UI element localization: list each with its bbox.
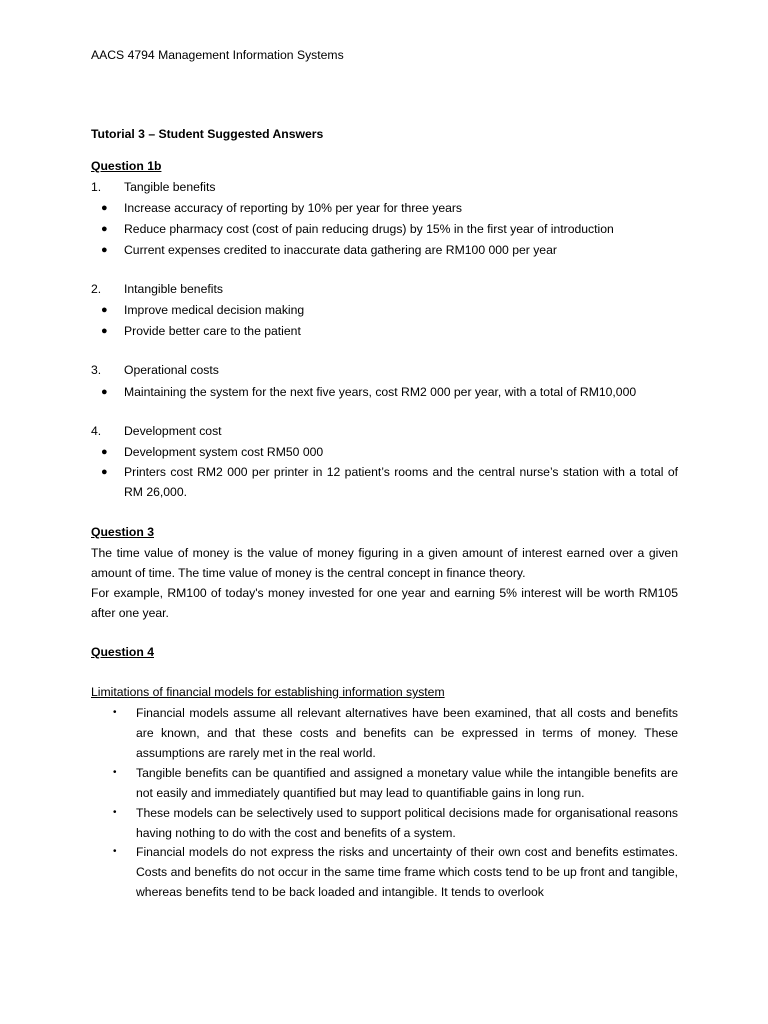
list-item: Development system cost RM50 000 xyxy=(124,445,324,459)
list-item: Printers cost RM2 000 per printer in 12 patient’s rooms and the central nurse’s station with a total of RM 26,000. xyxy=(124,465,678,499)
section-label: Intangible benefits xyxy=(124,282,223,296)
bullet-icon: • xyxy=(113,767,117,778)
bullet-icon: ● xyxy=(101,202,108,214)
section-number: 3. xyxy=(91,363,102,377)
bullet-icon: • xyxy=(113,846,117,857)
q1b-heading: Question 1b xyxy=(91,159,162,173)
q3-paragraph: For example, RM100 of today's money invested for one year and earning 5% interest will be worth RM105 after one year. xyxy=(91,586,678,620)
bullet-icon: • xyxy=(113,807,117,818)
bullet-icon: ● xyxy=(101,244,108,256)
q3-heading: Question 3 xyxy=(91,525,154,539)
section-label: Operational costs xyxy=(124,363,219,377)
list-item: Reduce pharmacy cost (cost of pain reducing drugs) by 15% in the first year of introduction xyxy=(124,222,614,236)
document-header: AACS 4794 Management Information Systems xyxy=(91,48,344,62)
list-item: These models can be selectively used to support political decisions made for organisational reasons having nothing to do with the cost and benefits of a system. xyxy=(136,806,678,840)
section-number: 2. xyxy=(91,282,102,296)
list-item: Maintaining the system for the next five years, cost RM2 000 per year, with a total of RM10,000 xyxy=(124,385,637,399)
q3-paragraph: The time value of money is the value of money figuring in a given amount of interest earned over a given amount of time. The time value of money is the central concept in finance theory. xyxy=(91,546,678,580)
q4-heading: Question 4 xyxy=(91,645,154,659)
bullet-icon: ● xyxy=(101,386,108,398)
bullet-icon: • xyxy=(113,707,117,718)
section-number: 1. xyxy=(91,180,102,194)
list-item: Increase accuracy of reporting by 10% per year for three years xyxy=(124,201,463,215)
document-title: Tutorial 3 – Student Suggested Answers xyxy=(91,127,324,141)
bullet-icon: ● xyxy=(101,223,108,235)
bullet-icon: ● xyxy=(101,466,108,478)
list-item: Provide better care to the patient xyxy=(124,324,301,338)
list-item: Improve medical decision making xyxy=(124,303,305,317)
section-label: Tangible benefits xyxy=(124,180,216,194)
q4-subheading: Limitations of financial models for establishing information system xyxy=(91,685,445,699)
section-label: Development cost xyxy=(124,424,222,438)
list-item: Financial models do not express the risks and uncertainty of their own cost and benefits estimates. Costs and benefits do not occur in the same time frame which costs tend to be up front and tangible, whereas benefits tend to be back loaded and intangible. It tends to overlook xyxy=(136,845,678,899)
bullet-icon: ● xyxy=(101,304,108,316)
list-item: Financial models assume all relevant alternatives have been examined, that all costs and benefits are known, and that these costs and benefits can be expressed in terms of money. These assumptions are rarely met in the real world. xyxy=(136,706,678,760)
list-item: Current expenses credited to inaccurate data gathering are RM100 000 per year xyxy=(124,243,557,257)
bullet-icon: ● xyxy=(101,446,108,458)
section-number: 4. xyxy=(91,424,102,438)
bullet-icon: ● xyxy=(101,325,108,337)
list-item: Tangible benefits can be quantified and assigned a monetary value while the intangible benefits are not easily and immediately quantified but may lead to quantifiable gains in long run. xyxy=(136,766,678,800)
